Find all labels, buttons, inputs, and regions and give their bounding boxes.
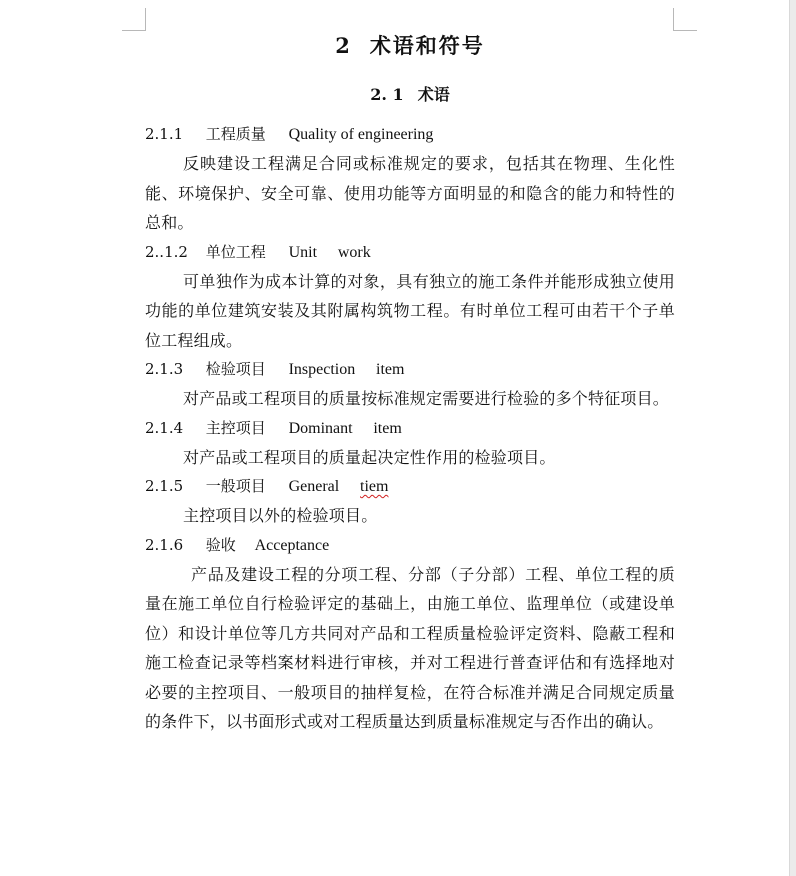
term-english-name: Quality of engineering [288, 126, 434, 143]
term-english-name-part2: work [337, 243, 371, 261]
term-code: 2.1.1 [145, 125, 184, 143]
term-chinese-name: 工程质量 [205, 125, 266, 143]
chapter-title: 术语和符号 [369, 33, 485, 58]
term-chinese-name: 验收 [205, 535, 236, 554]
chapter-number: 2 [335, 33, 352, 58]
term-english-name-part2: item [376, 361, 405, 378]
term-heading [145, 472, 675, 501]
term-chinese-name: 检验项目 [205, 360, 266, 378]
term-code: 2.1.6 [145, 535, 184, 554]
crop-mark-top-right [673, 30, 697, 31]
window-scroll-edge [789, 0, 796, 876]
term-chinese-name: 单位工程 [205, 242, 266, 261]
term-definition: 对产品或工程项目的质量按标准规定需要进行检验的多个特征项目。 [183, 389, 670, 408]
term-english-name-part1: Dominant [288, 419, 353, 437]
term-code: 2.1.5 [145, 477, 184, 495]
term-english-name-part1: Inspection [288, 361, 356, 378]
term-heading [145, 414, 675, 443]
term-chinese-name: 主控项目 [205, 418, 266, 437]
term-english-name-part1: General [288, 478, 340, 495]
section-heading [145, 82, 675, 108]
term-definition: 反映建设工程满足合同或标准规定的要求，包括其在物理、生化性能、环境保护、安全可靠、使用功能等方面明显的和隐含的能力和特性的总和。 [145, 154, 675, 232]
term-english-name-part1: Unit [288, 243, 318, 261]
crop-mark-top-left [122, 30, 146, 31]
term-definition: 可单独作为成本计算的对象，具有独立的施工条件并能形成独立使用功能的单位建筑安装及其附属构筑物工程。有时单位工程可由若干个子单位工程组成。 [145, 271, 675, 350]
document-page[interactable] [145, 28, 675, 737]
term-english-name-part2: item [373, 419, 402, 437]
term-english-name: Acceptance [254, 536, 330, 554]
term-heading [145, 120, 675, 149]
term-definition: 产品及建设工程的分项工程、分部（子分部）工程、单位工程的质量在施工单位自行检验评定的基础上，由施工单位、监理单位（或建设单位）和设计单位等几方共同对产品和工程质量检验评定资料、隐蔽工程和施工检查记录等档案材料进行审核，并对工程进行普查评估和有选择地对必要的主控项目、一般项目的抽样复检，在符合标准并满足合同规定质量的条件下，以书面形式或对工程质量达到质量标准规定与否作出的确认。 [145, 564, 675, 731]
term-heading [145, 238, 675, 267]
term-heading [145, 355, 675, 384]
term-definition: 主控项目以外的检验项目。 [183, 506, 378, 525]
term-definition: 对产品或工程项目的质量起决定性作用的检验项目。 [183, 447, 556, 467]
term-english-name-misspelled[interactable]: tiem [360, 478, 389, 495]
term-chinese-name: 一般项目 [205, 477, 266, 495]
term-code: 2.1.4 [145, 418, 184, 437]
term-code: 2..1.2 [145, 242, 188, 261]
section-number: 2. 1 [370, 85, 404, 104]
term-code: 2.1.3 [145, 360, 184, 378]
chapter-heading [145, 28, 675, 64]
term-heading [145, 531, 675, 560]
section-title: 术语 [417, 85, 450, 104]
